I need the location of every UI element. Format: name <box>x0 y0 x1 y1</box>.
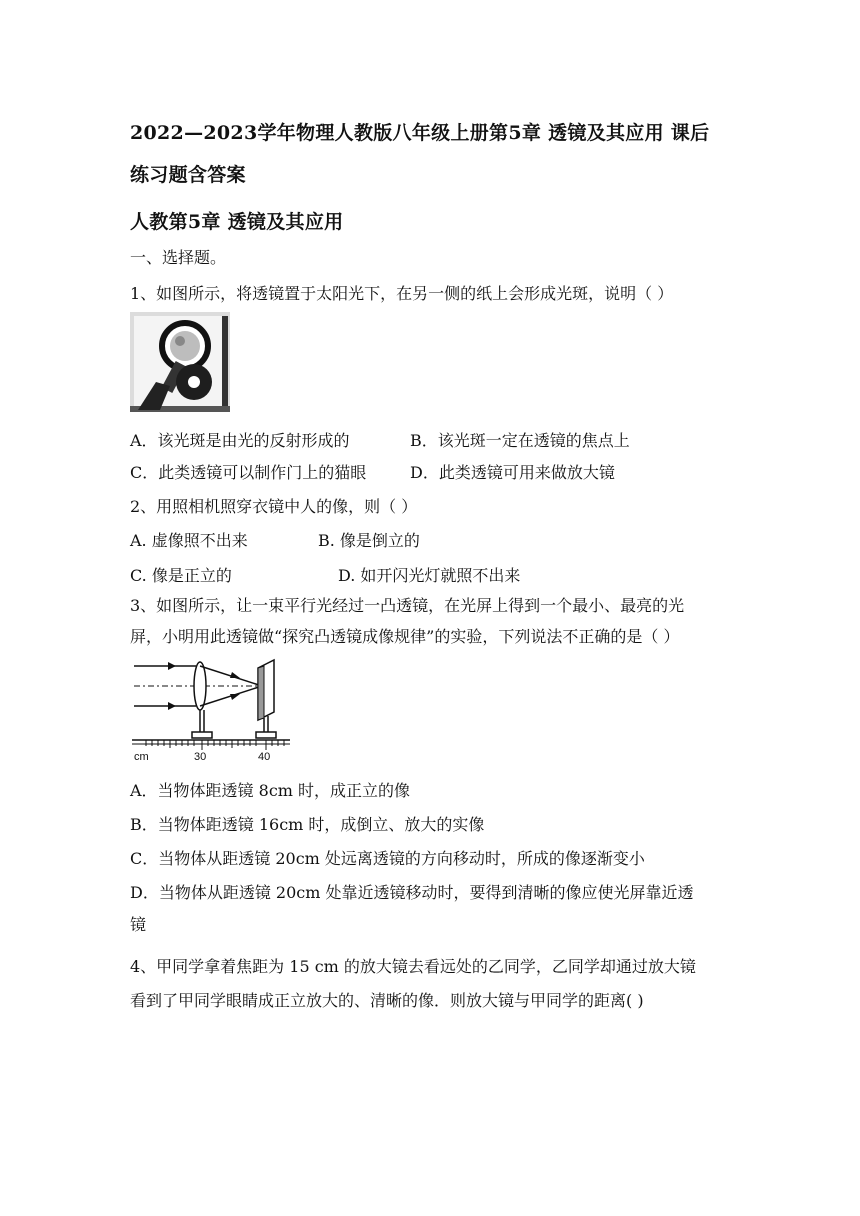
question-2-option-a: A. 虚像照不出来 <box>130 531 248 550</box>
question-3-option-b: B．当物体距透镜 16cm 时，成倒立、放大的实像 <box>130 815 485 834</box>
question-1-option-c: C．此类透镜可以制作门上的猫眼 <box>130 463 367 482</box>
chapter-heading: 人教第5章 透镜及其应用 <box>130 211 344 233</box>
question-2-option-b: B. 像是倒立的 <box>318 531 420 550</box>
question-3-option-d-line-1: D．当物体从距透镜 20cm 处靠近透镜移动时，要得到清晰的像应使光屏靠近透 <box>130 883 694 902</box>
question-1-option-a: A．该光斑是由光的反射形成的 <box>130 431 350 450</box>
ruler-tick-40: 40 <box>258 751 271 763</box>
question-1-option-b: B．该光斑一定在透镜的焦点上 <box>410 431 630 450</box>
question-1-stem: 1、如图所示，将透镜置于太阳光下，在另一侧的纸上会形成光斑，说明（ ） <box>130 284 674 303</box>
document-title-line-2: 练习题含答案 <box>130 164 246 186</box>
question-2-stem: 2、用照相机照穿衣镜中人的像，则（ ） <box>130 497 418 516</box>
question-3-stem-line-1: 3、如图所示，让一束平行光经过一凸透镜，在光屏上得到一个最小、最亮的光 <box>130 596 685 615</box>
ruler-unit-label: cm <box>134 751 149 763</box>
question-2-option-c: C. 像是正立的 <box>130 566 232 585</box>
ruler-tick-30: 30 <box>194 751 207 763</box>
question-4-stem-line-2: 看到了甲同学眼睛成正立放大的、清晰的像．则放大镜与甲同学的距离( ) <box>130 991 644 1010</box>
question-3-option-c: C．当物体从距透镜 20cm 处远离透镜的方向移动时，所成的像逐渐变小 <box>130 849 645 868</box>
document-title-line-1: 2022—2023学年物理人教版八年级上册第5章 透镜及其应用 课后 <box>130 122 710 144</box>
question-3-option-a: A．当物体距透镜 8cm 时，成正立的像 <box>130 781 411 800</box>
question-1-option-d: D．此类透镜可用来做放大镜 <box>410 463 615 482</box>
question-3-option-d-line-2: 镜 <box>130 915 147 934</box>
question-2-option-d: D. 如开闪光灯就照不出来 <box>338 566 521 585</box>
question-4-stem-line-1: 4、甲同学拿着焦距为 15 cm 的放大镜去看远处的乙同学，乙同学却通过放大镜 <box>130 957 696 976</box>
lens-optical-bench-figure <box>132 656 292 764</box>
section-heading: 一、选择题。 <box>130 248 227 267</box>
question-3-stem-line-2: 屏，小明用此透镜做“探究凸透镜成像规律”的实验，下列说法不正确的是（ ） <box>130 627 680 646</box>
magnifier-figure <box>130 312 230 412</box>
